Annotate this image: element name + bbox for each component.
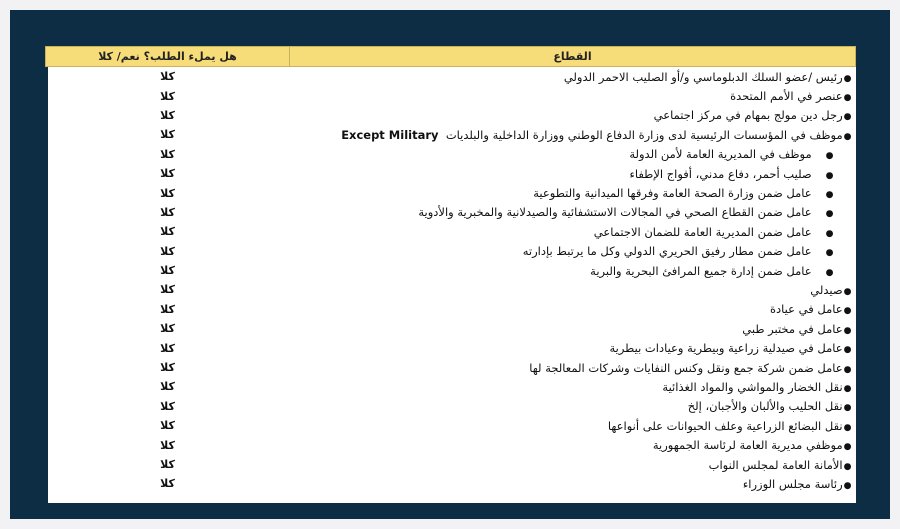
- bullet-icon: ●: [843, 480, 852, 491]
- sector-text: رئاسة مجلس الوزراء: [742, 476, 843, 491]
- requires-form-cell: كلا: [160, 128, 175, 142]
- requires-form-cell: كلا: [160, 244, 175, 258]
- requires-form-cell: كلا: [160, 283, 175, 297]
- requires-form-cell: كلا: [160, 205, 175, 219]
- table-body: [46, 67, 856, 494]
- sector-cell: [290, 435, 856, 454]
- sector-text: نقل الخضار والمواشي والمواد الغذائية: [662, 379, 843, 394]
- table-row: [46, 319, 856, 338]
- requires-form-cell: كلا: [160, 322, 175, 336]
- sector-text: عامل في عيادة: [770, 302, 843, 317]
- requires-form-cell: كلا: [160, 380, 175, 394]
- table-row: [46, 222, 856, 241]
- table-row: [46, 474, 856, 493]
- requires-form-cell: كلا: [160, 70, 175, 84]
- requires-form-cell: كلا: [160, 341, 175, 355]
- bullet-icon: ●: [843, 422, 852, 433]
- sector-cell: [290, 106, 856, 125]
- bullet-icon: ●: [843, 286, 852, 297]
- bullet-icon: ●: [825, 248, 834, 259]
- document-frame: [10, 10, 890, 519]
- sector-text: عامل في مختبر طبي: [742, 321, 843, 336]
- bullet-icon: ●: [843, 442, 852, 453]
- sector-cell: [290, 319, 856, 338]
- bullet-icon: ●: [825, 209, 834, 220]
- sector-cell: [290, 280, 856, 299]
- sector-text: موظف في المديرية العامة لأمن الدولة: [629, 147, 812, 162]
- sector-text: نقل الحليب والألبان والأجبان، إلخ: [687, 399, 843, 414]
- spreadsheet: [48, 46, 856, 503]
- table-row: [46, 397, 856, 416]
- bullet-icon: ●: [843, 345, 852, 356]
- table-row: [46, 377, 856, 396]
- bullet-icon: ●: [843, 131, 852, 142]
- sector-cell: [290, 222, 856, 241]
- table-row: [46, 416, 856, 435]
- sector-cell: [290, 183, 856, 202]
- bullet-icon: ●: [843, 112, 852, 123]
- sector-cell: [290, 416, 856, 435]
- requires-form-cell: كلا: [160, 147, 175, 161]
- sector-text: عامل ضمن مطار رفيق الحريري الدولي وكل ما يرتبط بإدارته: [522, 244, 812, 259]
- sector-text: موظفي مديرية العامة لرئاسة الجمهورية: [652, 438, 843, 453]
- table-row: [46, 261, 856, 280]
- sector-text: عامل ضمن شركة جمع ونقل وكنس النفايات وشركات المعالجة لها: [529, 360, 843, 375]
- requires-form-cell: كلا: [160, 108, 175, 122]
- sector-cell: [290, 474, 856, 493]
- table-row: [46, 86, 856, 105]
- table-row: [46, 145, 856, 164]
- requires-form-cell: كلا: [160, 167, 175, 181]
- sector-text: صيدلي: [810, 282, 843, 297]
- bullet-icon: ●: [843, 306, 852, 317]
- bullet-icon: ●: [843, 364, 852, 375]
- sector-cell: [290, 358, 856, 377]
- sector-cell: [290, 86, 856, 105]
- bullet-icon: ●: [843, 93, 852, 104]
- sector-cell: [290, 377, 856, 396]
- sector-cell: [290, 455, 856, 474]
- table-row: [46, 242, 856, 261]
- header-sector: القطاع: [290, 47, 856, 67]
- sector-cell: [290, 203, 856, 222]
- sector-text: رجل دين مولج بمهام في مركز اجتماعي: [653, 108, 843, 123]
- table-row: [46, 338, 856, 357]
- bullet-icon: ●: [843, 325, 852, 336]
- bullet-icon: ●: [843, 383, 852, 394]
- requires-form-cell: كلا: [160, 186, 175, 200]
- table-row: [46, 125, 856, 144]
- table-row: [46, 300, 856, 319]
- sector-table: [45, 46, 856, 494]
- table-row: [46, 358, 856, 377]
- bullet-icon: ●: [825, 267, 834, 278]
- sector-text: عنصر في الأمم المتحدة: [730, 89, 843, 104]
- sector-cell: [290, 145, 856, 164]
- sector-text: عامل ضمن إدارة جميع المرافئ البحرية والبرية: [590, 263, 812, 278]
- table-row: [46, 455, 856, 474]
- sector-cell: [290, 125, 856, 144]
- sector-cell: [290, 338, 856, 357]
- table-row: [46, 164, 856, 183]
- header-requires-form: هل يملء الطلب؟ نعم/ كلا: [46, 47, 290, 67]
- bullet-icon: ●: [825, 228, 834, 239]
- bullet-icon: ●: [825, 170, 834, 181]
- sector-cell: [290, 397, 856, 416]
- sector-text: صليب أحمر، دفاع مدني، أفواج الإطفاء: [629, 166, 812, 181]
- requires-form-cell: كلا: [160, 399, 175, 413]
- table-row: [46, 435, 856, 454]
- requires-form-cell: كلا: [160, 264, 175, 278]
- requires-form-cell: كلا: [160, 477, 175, 491]
- requires-form-cell: كلا: [160, 361, 175, 375]
- bullet-icon: ●: [825, 151, 834, 162]
- sector-cell: [290, 242, 856, 261]
- table-row: [46, 203, 856, 222]
- sector-cell: [290, 300, 856, 319]
- sector-text: عامل ضمن وزارة الصحة العامة وفرقها الميدانية والتطوعية: [533, 186, 812, 201]
- requires-form-cell: كلا: [160, 458, 175, 471]
- sector-suffix: Except Military: [341, 127, 439, 142]
- table-row: [46, 67, 856, 87]
- bullet-icon: ●: [843, 403, 852, 414]
- sector-text: رئيس /عضو السلك الدبلوماسي و/أو الصليب الاحمر الدولي: [563, 69, 843, 84]
- sector-text: الأمانة العامة لمجلس النواب: [708, 457, 843, 472]
- sector-text: عامل ضمن المديرية العامة للضمان الاجتماعي: [593, 224, 812, 239]
- sector-cell: [290, 164, 856, 183]
- requires-form-cell: كلا: [160, 302, 175, 316]
- table-row: [46, 183, 856, 202]
- sector-text: موظف في المؤسسات الرئيسية لدى وزارة الدفاع الوطني ووزارة الداخلية والبلديات: [445, 127, 843, 142]
- requires-form-cell: كلا: [160, 419, 175, 433]
- bullet-icon: ●: [843, 73, 852, 84]
- table-header-row: [46, 47, 856, 67]
- sector-text: نقل البضائع الزراعية وعلف الحيوانات على أنواعها: [607, 418, 843, 433]
- requires-form-cell: كلا: [160, 438, 175, 452]
- requires-form-cell: كلا: [160, 89, 175, 103]
- sector-text: عامل ضمن القطاع الصحي في المجالات الاستشفائية والصيدلانية والمخبرية والأدوية: [418, 205, 812, 220]
- requires-form-cell: كلا: [160, 225, 175, 239]
- sector-cell: [290, 261, 856, 280]
- table-row: [46, 106, 856, 125]
- bullet-icon: ●: [825, 190, 834, 201]
- table-row: [46, 280, 856, 299]
- sector-cell: [290, 67, 856, 87]
- sector-text: عامل في صيدلية زراعية وبيطرية وعيادات بيطرية: [609, 341, 843, 356]
- bullet-icon: ●: [843, 461, 852, 472]
